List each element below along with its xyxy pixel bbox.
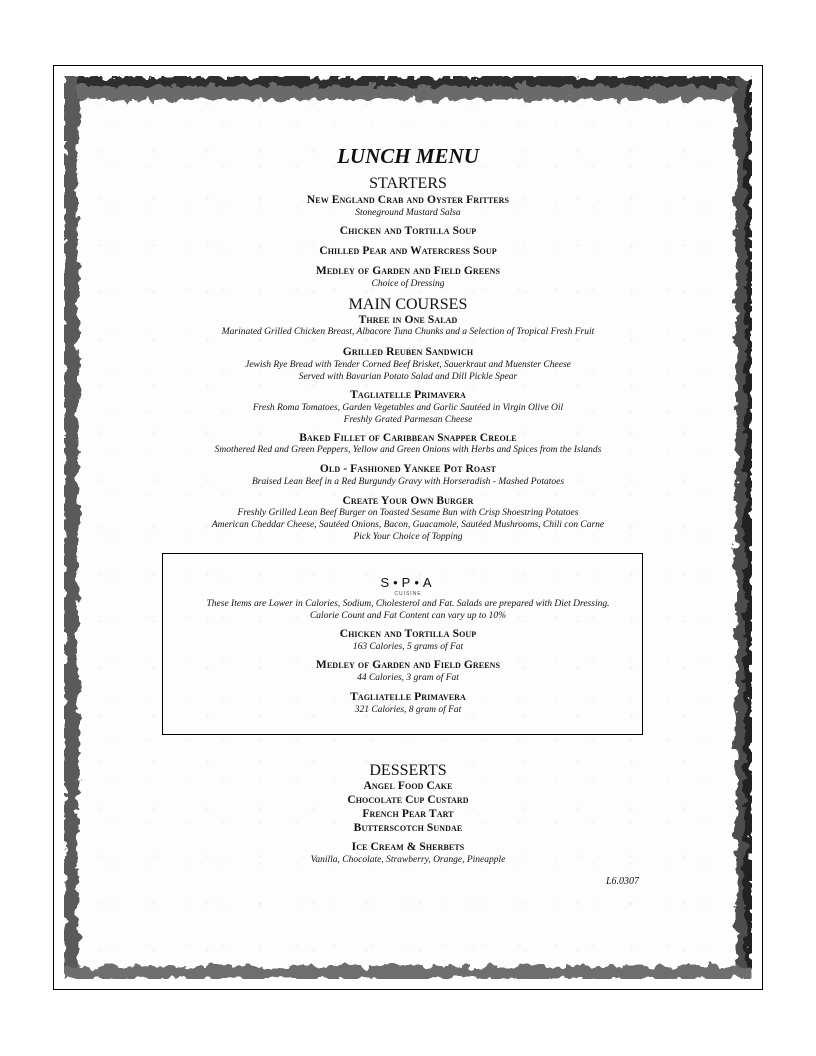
main-item-name: Tagliatelle Primavera (350, 389, 466, 401)
starter-item-name: Chilled Pear and Watercress Soup (319, 245, 497, 257)
main-courses-heading: MAIN COURSES (348, 296, 468, 313)
main-item-desc: Freshly Grilled Lean Beef Burger on Toasted Sesame Bun with Crisp Shoestring Potatoes (237, 508, 579, 518)
menu-code: L6.0307 (606, 876, 640, 887)
spa-item-desc: 44 Calories, 3 gram of Fat (357, 673, 459, 683)
main-item-desc: Served with Bavarian Potato Salad and Dill Pickle Spear (298, 372, 518, 382)
spa-item-desc: 163 Calories, 5 grams of Fat (352, 642, 464, 652)
main-item-desc: Fresh Roma Tomatoes, Garden Vegetables and Garlic Sautéed in Virgin Olive Oil (252, 403, 564, 413)
main-item-name: Three in One Salad (358, 314, 458, 326)
main-item-desc: Braised Lean Beef in a Red Burgundy Gravy with Horseradish - Mashed Potatoes (251, 477, 565, 487)
spa-logo: S•P•A (380, 575, 436, 590)
main-item-desc: Freshly Grated Parmesan Cheese (343, 415, 473, 425)
starter-item-desc: Choice of Dressing (371, 279, 445, 289)
menu-title: LUNCH MENU (337, 144, 479, 168)
spa-intro: Calorie Count and Fat Content can vary up to 10% (309, 611, 507, 621)
main-item-name: Baked Fillet of Caribbean Snapper Creole (299, 432, 517, 444)
dessert-item-name: Ice Cream & Sherbets (351, 841, 465, 853)
spa-item-desc: 321 Calories, 8 gram of Fat (354, 705, 462, 715)
main-item-desc: Smothered Red and Green Peppers, Yellow and Green Onions with Herbs and Spices from the Islands (214, 445, 602, 455)
spa-item-name: Tagliatelle Primavera (350, 691, 466, 703)
starter-item-name: Chicken and Tortilla Soup (339, 225, 477, 237)
main-item-desc: Marinated Grilled Chicken Breast, Albacore Tuna Chunks and a Selection of Tropical Fresh Fruit (221, 327, 595, 337)
starter-item-name: Medley of Garden and Field Greens (315, 265, 501, 277)
desserts-heading: DESSERTS (369, 762, 447, 779)
main-item-desc: Jewish Rye Bread with Tender Corned Beef Brisket, Sauerkraut and Muenster Cheese (245, 360, 571, 370)
dessert-item-name: French Pear Tart (362, 808, 454, 820)
starters-heading: STARTERS (369, 175, 447, 192)
main-item-name: Create Your Own Burger (342, 495, 474, 507)
dessert-item-name: Angel Food Cake (363, 780, 453, 792)
main-item-name: Old - Fashioned Yankee Pot Roast (319, 463, 497, 475)
spa-logo-subtitle: CUISINE (394, 591, 422, 597)
spa-item-name: Medley of Garden and Field Greens (315, 659, 501, 671)
main-item-name: Grilled Reuben Sandwich (342, 346, 474, 358)
main-item-desc: Pick Your Choice of Topping (353, 532, 463, 542)
spa-intro: These Items are Lower in Calories, Sodium, Cholesterol and Fat. Salads are prepared with Diet Dressing. (206, 599, 610, 609)
dessert-item-desc: Vanilla, Chocolate, Strawberry, Orange, Pineapple (310, 855, 506, 865)
dessert-item-name: Chocolate Cup Custard (347, 794, 469, 806)
starter-item-desc: Stoneground Mustard Salsa (355, 208, 461, 218)
starter-item-name: New England Crab and Oyster Fritters (306, 194, 510, 206)
main-item-desc: American Cheddar Cheese, Sautéed Onions, Bacon, Guacamole, Sautéed Mushrooms, Chili con Carne (211, 520, 605, 530)
spa-item-name: Chicken and Tortilla Soup (339, 628, 477, 640)
dessert-item-name: Butterscotch Sundae (353, 822, 463, 834)
